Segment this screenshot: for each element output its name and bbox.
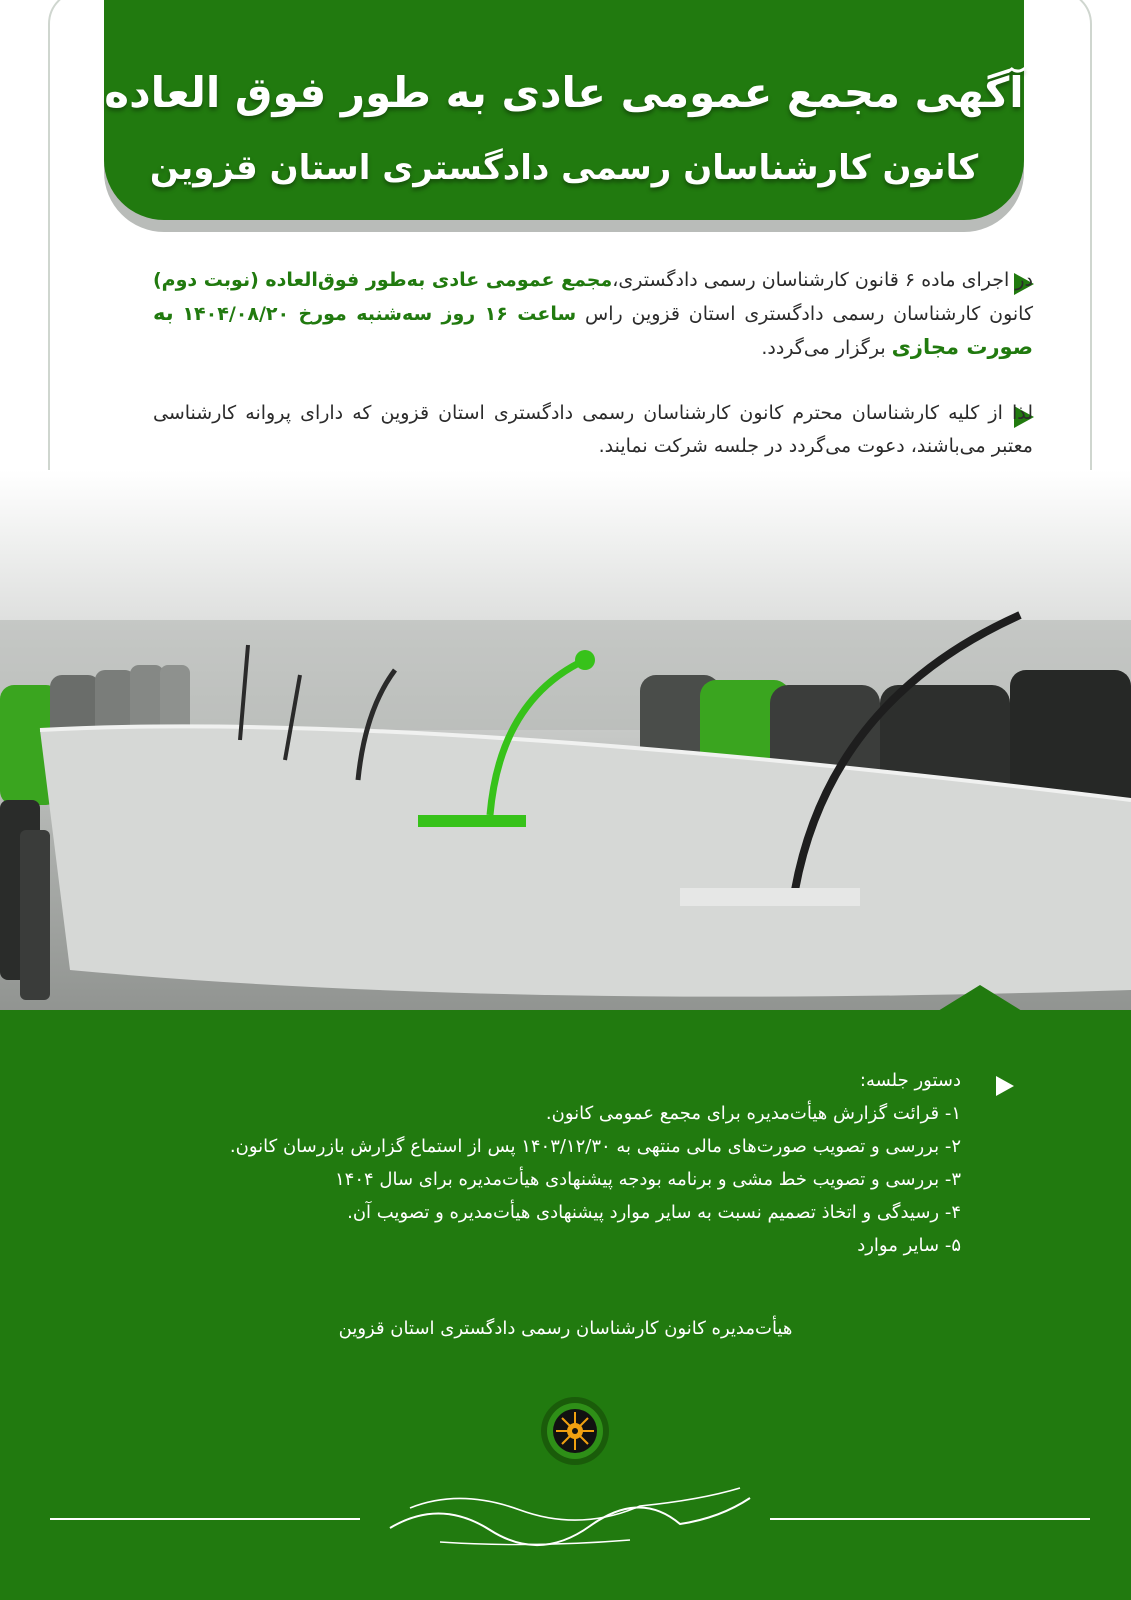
footer-divider-left [50, 1518, 360, 1520]
agenda-list [141, 1064, 961, 1262]
announcement-paragraph [153, 264, 1033, 365]
paragraph-text: برگزار می‌گردد. [761, 337, 892, 359]
page-subtitle: کانون کارشناسان رسمی دادگستری استان قزوین [149, 148, 979, 188]
agenda-item: ۴- رسیدگی و اتخاذ تصمیم نسبت به سایر موارد پیشنهادی هیأت‌مدیره و تصویب آن. [347, 1202, 961, 1223]
organization-logo-icon [540, 1396, 610, 1466]
agenda-item: ۲- بررسی و تصویب صورت‌های مالی منتهی به ۱۴۰۳/۱۲/۳۰ پس از استماع گزارش بازرسان کانون. [229, 1136, 961, 1157]
conference-room-image [0, 470, 1131, 1030]
invitation-paragraph: لذا از کلیه کارشناسان محترم کانون کارشناسان رسمی دادگستری استان قزوین که دارای پروانه کارشناسی معتبر می‌باشند، دعوت می‌گردد در جلسه شرکت نمایند. [153, 402, 1033, 457]
agenda-item: ۱- قرائت گزارش هیأت‌مدیره برای مجمع عمومی کانون. [545, 1103, 961, 1124]
page-title: آگهی مجمع عمومی عادی به طور فوق العاده [104, 68, 1024, 117]
header-banner [104, 0, 1024, 220]
footer-divider-right [770, 1518, 1090, 1520]
agenda-item: ۳- بررسی و تصویب خط مشی و برنامه بودجه پیشنهادی هیأت‌مدیره برای سال ۱۴۰۴ [335, 1169, 961, 1190]
meeting-time-highlight: ساعت ۱۶ روز سه‌شنبه مورخ ۱۴۰۴/۰۸/۲۰ [182, 303, 577, 325]
agenda-heading: دستور جلسه: [859, 1070, 961, 1091]
calligraphy-logotype [380, 1478, 760, 1558]
conference-room-illustration [0, 470, 1131, 1030]
bullet-icon [996, 1076, 1014, 1096]
paragraph-text: در اجرای ماده ۶ قانون کارشناسان رسمی دادگستری، [612, 269, 1033, 291]
meeting-type-highlight: مجمع عمومی عادی به‌طور فوق‌العاده (نوبت دوم) [153, 269, 613, 291]
agenda-item: ۵- سایر موارد [857, 1235, 961, 1256]
board-signature: هیأت‌مدیره کانون کارشناسان رسمی دادگستری استان قزوین [338, 1318, 793, 1339]
paragraph-text: کانون کارشناسان رسمی دادگستری استان قزوین راس [576, 303, 1034, 325]
green-notch [938, 985, 1022, 1011]
virtual-meeting-highlight: به صورت مجازی [153, 301, 1033, 359]
